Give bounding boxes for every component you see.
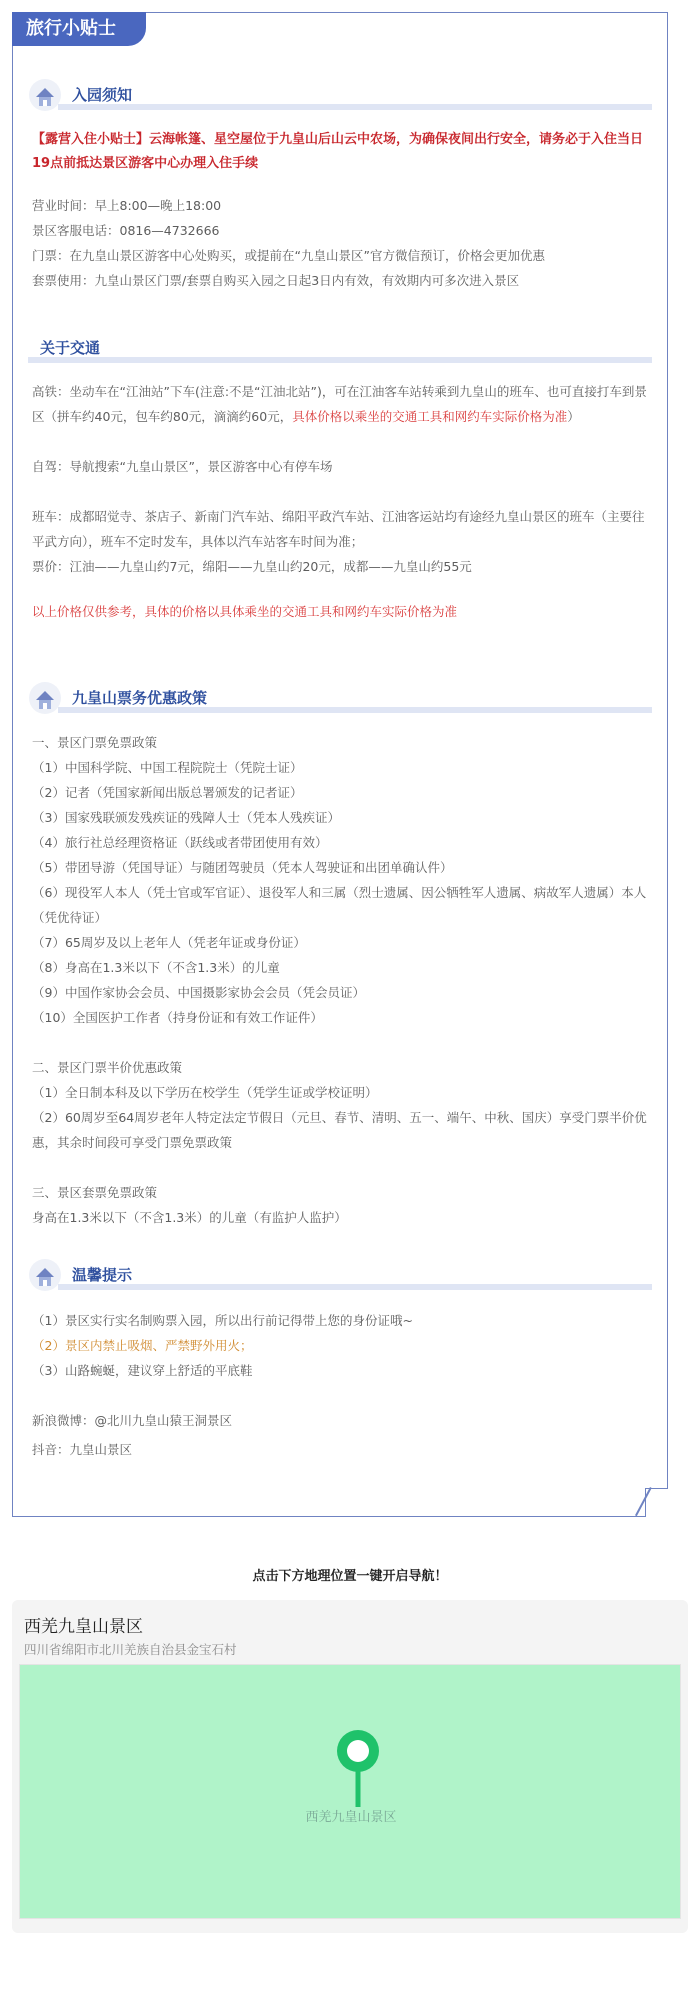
traffic-block [32,379,652,624]
section-title: 九皇山票务优惠政策 [72,689,208,707]
section-header-entry [28,78,652,116]
location-card[interactable] [12,1600,688,1933]
section-bar [28,357,652,363]
section-title: 入园须知 [72,86,133,104]
self-drive-info: 自驾：导航搜索“九皇山景区”，景区游客中心有停车场 [32,459,333,474]
ticket-info: 门票：在九皇山景区游客中心处购买，或提前在“九皇山景区”官方微信预订，价格会更加优惠 [32,248,545,263]
free-item: （6）现役军人本人（凭士官或军官证）、退役军人和三属（烈士遗属、因公牺牲军人遗属、病故军人遗属）本人（凭优待证） [32,885,647,925]
tip-text: （2）景区内禁止吸烟、严禁野外用火； [32,1338,253,1353]
section-title: 温馨提示 [72,1266,133,1284]
entry-block [32,128,652,176]
free-item: （5）带团导游（凭国导证）与随团驾驶员（凭本人驾驶证和出团单确认件） [32,860,453,875]
navigation-hint: 点击下方地理位置一键开启导航！ [252,1569,448,1584]
free-item: （9）中国作家协会会员、中国摄影家协会会员（凭会员证） [32,985,365,1000]
package-policy-title: 三、景区套票免票政策 [32,1185,158,1200]
free-item: （10）全国医护工作者（持身份证和有效工作证件） [32,1010,323,1025]
bus-info: 班车：成都昭觉寺、茶店子、新南门汽车站、绵阳平政汽车站、江油客运站均有途经九皇山景区的班车（主要往平武方向），班车不定时发车，具体以汽车站客车时间为准； [32,509,645,549]
section-header-ticket [28,681,652,719]
tip-item: （1）景区实行实名制购票入园，所以出行前记得带上您的身份证哦~ [32,1313,413,1328]
free-item: （8）身高在1.3米以下（不含1.3米）的儿童 [32,960,280,975]
free-item: （3）国家残联颁发残疾证的残障人士（凭本人残疾证） [32,810,340,825]
fare-info: 票价：江油——九皇山约7元，绵阳——九皇山约20元，成都——九皇山约55元 [32,559,472,574]
business-hours: 营业时间：早上8:00—晚上18:00 [32,198,222,213]
free-item: （1）中国科学院、中国工程院院士（凭院士证） [32,760,303,775]
douyin-info: 抖音：九皇山景区 [32,1442,133,1457]
service-phone: 景区客服电话：0816—4732666 [32,223,220,238]
card-badge: 旅行小贴士 [12,12,146,46]
free-policy-title: 一、景区门票免票政策 [32,735,158,750]
rail-price-note: 具体价格以乘坐的交通工具和网约车实际价格为准 [292,409,568,424]
section-header-tips [28,1258,652,1296]
free-item: （4）旅行社总经理资格证（跃线或者带团使用有效） [32,835,328,850]
camping-notice: 【露营入住小贴士】云海帐篷、星空屋位于九皇山后山云中农场，为确保夜间出行安全，请务必于入住当日19点前抵达景区游客中心办理入住手续 [32,132,644,171]
house-icon [28,1258,62,1292]
section-bar [58,1284,652,1290]
rail-text-end: ） [567,409,580,424]
free-item: （2）记者（凭国家新闻出版总署颁发的记者证） [32,785,303,800]
ticket-block [32,730,652,1230]
rail-text: 高铁：坐动车在“江油站”下车(注意:不是“江油北站”)，可在江油客车站转乘到九皇山的班车、也可直接打车到景区（拼车约40元，包车约80元，滴滴约60元， [32,384,647,424]
package-item: 身高在1.3米以下（不含1.3米）的儿童（有监护人监护） [32,1210,347,1225]
tip-item: （3）山路蜿蜒，建议穿上舒适的平底鞋 [32,1363,253,1378]
location-address: 四川省绵阳市北川羌族自治县金宝石村 [24,1642,237,1657]
section-title: 关于交通 [40,339,101,357]
price-disclaimer: 以上价格仅供参考，具体的价格以具体乘坐的交通工具和网约车实际价格为准 [32,604,458,619]
map-preview[interactable] [19,1664,681,1919]
map-pin-icon[interactable] [334,1727,382,1809]
half-item: （2）60周岁至64周岁老年人特定法定节假日（元旦、春节、清明、五一、端午、中秋、国庆）享受门票半价优惠，其余时间段可享受门票免票政策 [32,1110,647,1150]
tip-item [32,1333,652,1358]
free-item: （7）65周岁及以上老年人（凭老年证或身份证） [32,935,306,950]
house-icon [28,681,62,715]
half-item: （1）全日制本科及以下学历在校学生（凭学生证或学校证明） [32,1085,378,1100]
tips-block [32,1308,652,1462]
entry-info [32,193,652,293]
section-bar [58,104,652,110]
map-label: 西羌九皇山景区 [305,1810,397,1825]
weibo-info: 新浪微博：@北川九皇山猿王洞景区 [32,1413,233,1428]
rail-info [32,379,652,429]
package-info: 套票使用：九皇山景区门票/套票自购买入园之日起3日内有效，有效期内可多次进入景区 [32,273,520,288]
tips-card [12,12,668,1517]
house-icon [28,78,62,112]
half-policy-title: 二、景区门票半价优惠政策 [32,1060,183,1075]
page-fold-decoration [645,1488,668,1517]
location-name: 西羌九皇山景区 [24,1617,143,1637]
section-header-traffic [28,331,652,369]
